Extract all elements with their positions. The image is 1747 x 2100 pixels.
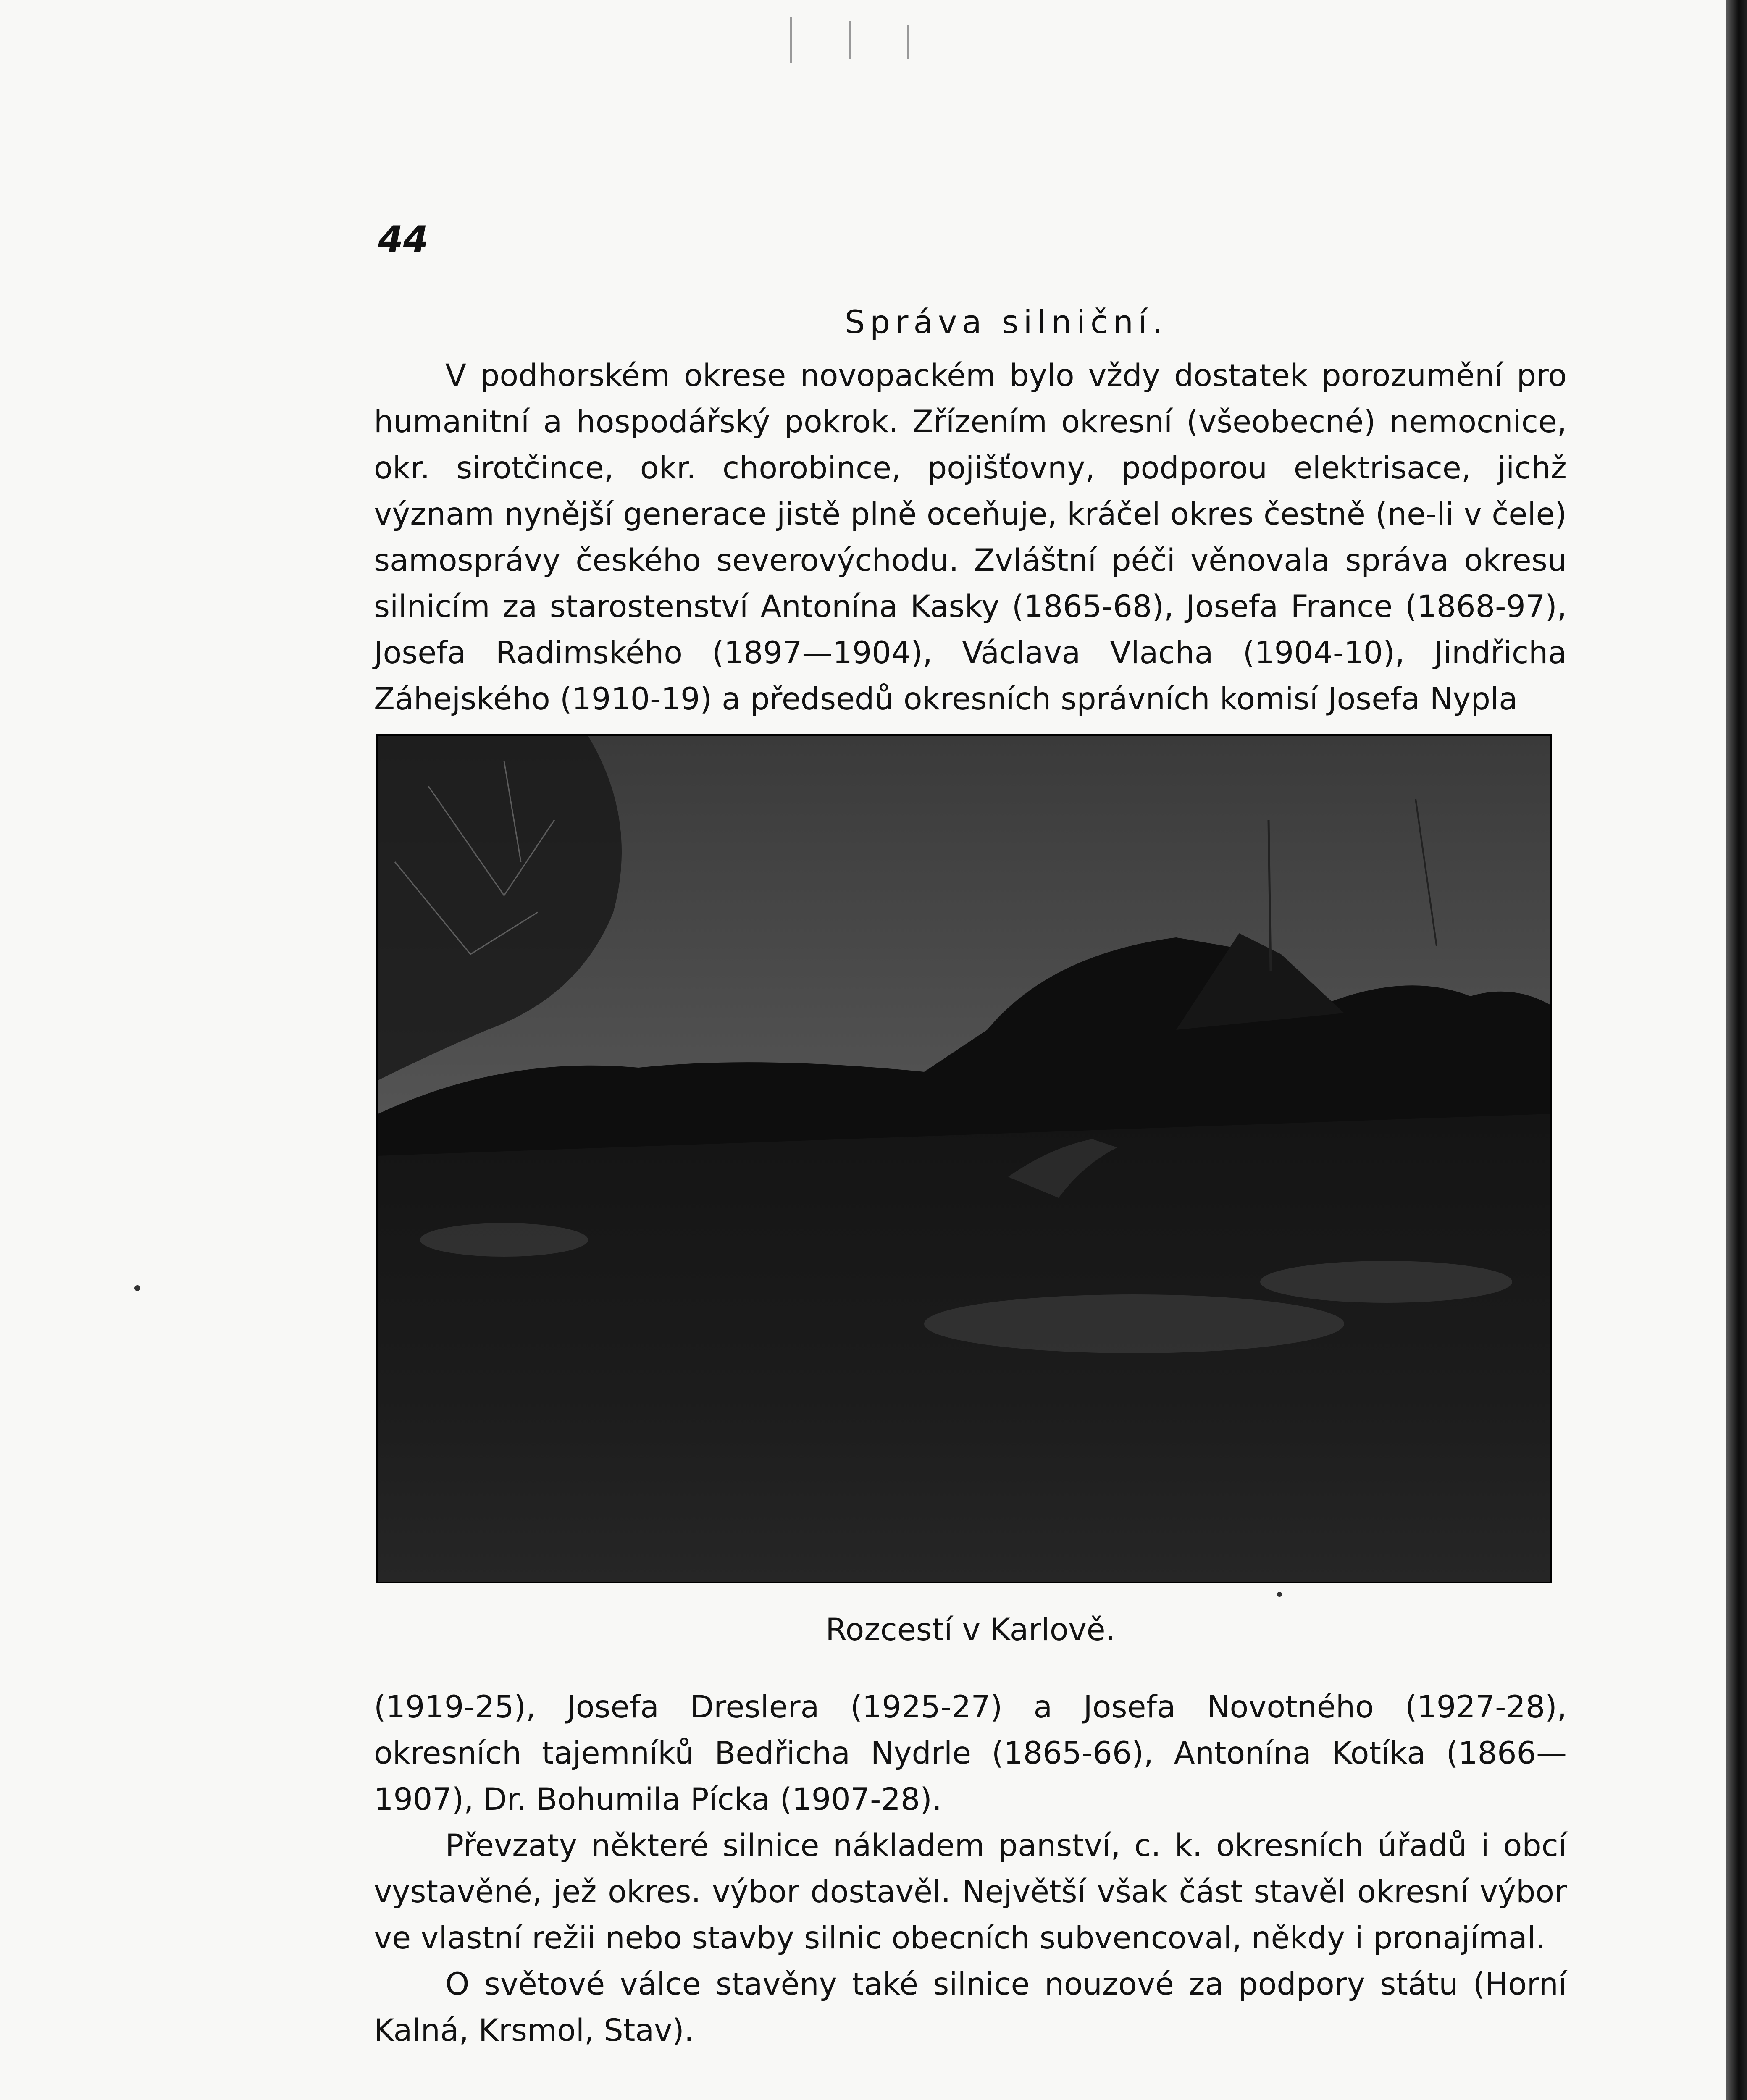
body-text-bottom [374,1684,1567,2054]
section-title: Správa silniční. [844,303,1168,341]
page-edge-shadow [1726,0,1747,2100]
paragraph: V podhorském okrese novopackém bylo vždy dostatek porozumění pro humanitní a hospodářský pokrok. Zřízením okresní (všeobecné) nemocnice, okr. sirotčince, okr. chorobince, pojišťovny, podporou elektrisace, jichž význam nynější generace jistě plně oceňuje, kráčel okres čestně (ne-li v čele) samosprávy českého severovýchodu. Zvláštní péči věnovala správa okresu silnicím za starostenství Antonína Kasky (1865-68), Josefa France (1868-97), Josefa Radimského (1897—1904), Václava Vlacha (1904-10), Jindřicha Záhejského (1910-19) a předsedů okresních správních komisí Josefa Nypla [374,358,1567,717]
paragraph: O světové válce stavěny také silnice nouzové za podpory státu (Horní Kalná, Krsmol, Stav). [374,1966,1567,2048]
speck [134,1285,140,1291]
scan-artifact [849,21,851,59]
scan-artifact [790,17,792,63]
speck [1277,1592,1282,1597]
paragraph-continued: (1919-25), Josefa Dreslera (1925-27) a Josefa Novotného (1927-28), okresních tajemníků Bedřicha Nydrle (1865-66), Antonína Kotíka (1866—1907), Dr. Bohumila Pícka (1907-28). [374,1689,1567,1817]
paragraph: Převzaty některé silnice nákladem panství, c. k. okresních úřadů i obcí vystavěné, jež okres. výbor dostavěl. Největší však část stavěl okresní výbor ve vlastní režii nebo stavby silnic obecních subvencoval, někdy i pronajímal. [374,1828,1567,1956]
photo-caption: Rozcestí v Karlově. [825,1612,1115,1648]
scan-artifact [907,25,909,59]
body-text-top [374,353,1567,722]
page-number: 44 [378,218,428,260]
photo-image [378,736,1550,1582]
photograph [376,734,1552,1583]
